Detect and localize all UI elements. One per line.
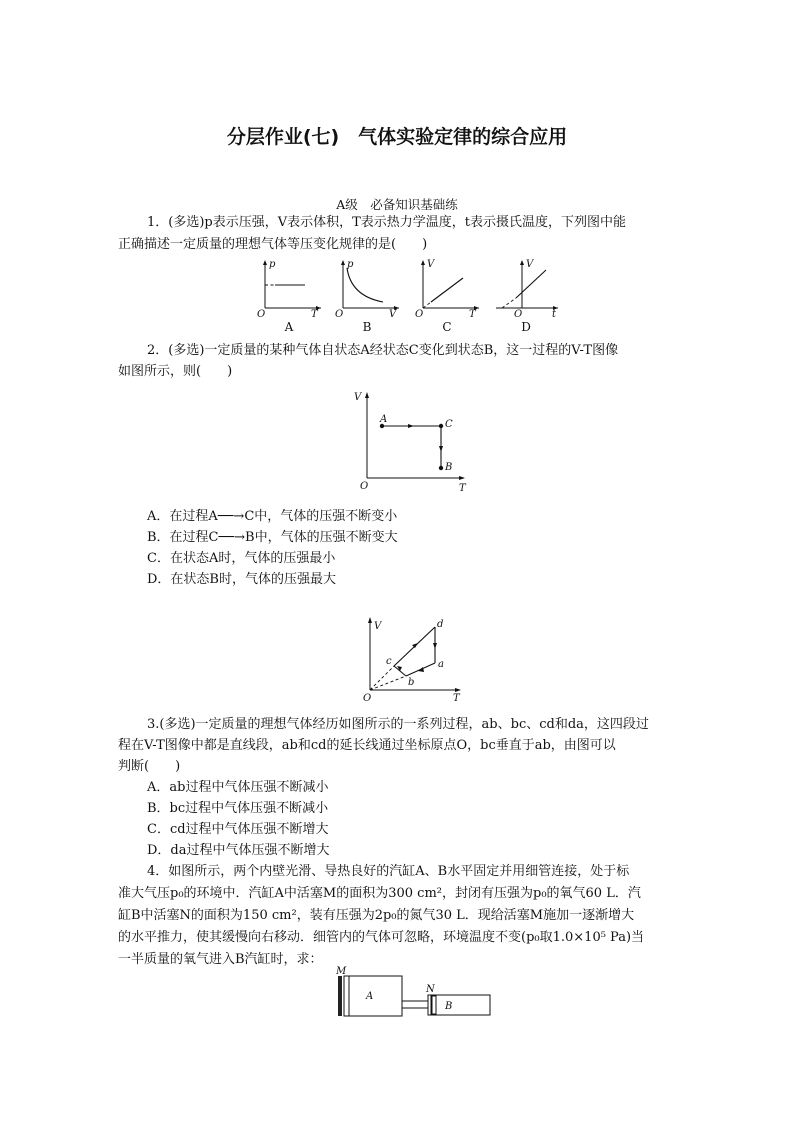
q2-option-d: D．在状态B时，气体的压强最大	[147, 572, 336, 587]
isobar-line	[516, 270, 546, 298]
label-d: d	[437, 619, 444, 630]
q3-vt-graph	[360, 615, 470, 705]
q3-line-1: 3.(多选)一定质量的理想气体经历如图所示的一系列过程，ab、bc、cd和da，这四段过	[147, 717, 649, 732]
q4-line-5: 一半质量的氧气进入B汽缸时，求：	[118, 952, 323, 967]
label-n: N	[426, 984, 435, 995]
q3-line-2: 程在V-T图像中都是直线段，ab和cd的延长线通过坐标原点O，bc垂直于ab，由图可以	[118, 738, 616, 753]
q1-label-c: C	[442, 320, 452, 334]
q3-option-a: A．ab过程中气体压强不断减小	[147, 780, 329, 795]
q1-line-2: 正确描述一定质量的理想气体等压变化规律的是( )	[118, 237, 428, 252]
q1-graph-c	[413, 258, 483, 320]
section-heading: A级 必备知识基础练	[336, 197, 458, 212]
x-axis-label: T	[311, 309, 318, 320]
arrow-a-c-icon	[408, 424, 414, 428]
y-axis-arrow-icon	[365, 392, 369, 398]
point-b	[439, 466, 443, 470]
y-axis-arrow-icon	[368, 617, 372, 623]
q2-option-b: B．在过程C──→B中，气体的压强不断变大	[147, 530, 398, 545]
label-m: M	[336, 966, 347, 977]
arrow-da-icon	[433, 643, 437, 649]
x-axis-label: T	[469, 309, 476, 320]
y-axis-arrow-icon	[263, 260, 267, 265]
q3-option-b: B．bc过程中气体压强不断减小	[147, 801, 329, 816]
q4-cylinder-diagram	[330, 966, 500, 1022]
origin-label: O	[415, 309, 424, 320]
q3-option-c: C．cd过程中气体压强不断增大	[147, 822, 329, 837]
arrow-c-b-icon	[439, 446, 443, 452]
x-axis-label: T	[459, 483, 466, 494]
cd-extension-dashed	[370, 666, 394, 690]
q4-line-3: 缸B中活塞N的面积为150 cm²，装有压强为2p₀的氮气30 L．现给活塞M施加一逐渐增大	[118, 908, 635, 923]
x-axis-arrow-icon	[459, 476, 465, 480]
q2-line-1: 2．(多选)一定质量的某种气体自状态A经状态C变化到状态B，这一过程的V-T图像	[147, 343, 619, 358]
q2-option-c: C．在状态A时，气体的压强最小	[147, 551, 336, 566]
wall-fixture	[338, 976, 342, 1016]
q1-label-d: D	[521, 320, 531, 334]
q3-option-d: D．da过程中气体压强不断增大	[147, 843, 330, 858]
x-axis-label: T	[453, 693, 460, 704]
label-b: b	[408, 677, 415, 688]
q4-line-4: 的水平推力，使其缓慢向右移动．细管内的气体可忽略，环境温度不变(p₀取1.0×10⁵ Pa)当	[118, 930, 645, 945]
origin-label: O	[360, 481, 369, 492]
q2-option-a: A．在过程A──→C中，气体的压强不断变小	[147, 509, 398, 524]
q1-line-1: 1．(多选)p表示压强，V表示体积，T表示热力学温度，t表示摄氏温度，下列图中能	[147, 215, 627, 230]
label-a: a	[438, 659, 444, 670]
q1-label-a: A	[284, 320, 294, 334]
x-axis-label: t	[552, 309, 557, 320]
origin-label: O	[363, 693, 372, 704]
x-axis-arrow-icon	[455, 688, 461, 692]
q1-graph-d	[492, 258, 562, 320]
extension-dashed-line	[423, 302, 431, 308]
y-axis-arrow-icon	[520, 260, 524, 265]
label-c: c	[386, 656, 392, 667]
y-axis-label: V	[427, 259, 435, 270]
y-axis-arrow-icon	[341, 260, 345, 265]
cylinder-a	[349, 976, 402, 1016]
label-b: B	[445, 1001, 453, 1012]
y-axis-label: V	[526, 259, 534, 270]
label-b: B	[445, 462, 453, 473]
q2-line-2: 如图所示，则( )	[118, 364, 233, 379]
cylinder-b	[428, 995, 490, 1015]
q1-label-b: B	[362, 320, 372, 334]
q4-line-1: 4．如图所示，两个内壁光滑、导热良好的汽缸A、B水平固定并用细管连接，处于标	[147, 864, 630, 879]
q1-graph-b	[333, 258, 403, 320]
arrow-ab-icon	[418, 667, 424, 672]
page-title: 分层作业(七) 气体实验定律的综合应用	[226, 126, 568, 148]
y-axis-label: V	[354, 392, 362, 403]
isobar-line	[431, 278, 463, 302]
point-c	[439, 424, 443, 428]
origin-label: O	[514, 309, 523, 320]
y-axis-arrow-icon	[421, 260, 425, 265]
origin-label: O	[335, 309, 344, 320]
q2-vt-graph	[352, 390, 472, 495]
ab-extension-dashed	[370, 676, 406, 690]
y-axis-label: p	[269, 259, 276, 270]
origin-label: O	[257, 309, 266, 320]
arrow-cd-icon	[412, 643, 418, 648]
y-axis-label: V	[374, 621, 382, 632]
q1-graph-a	[255, 258, 325, 320]
x-axis-label: V	[389, 309, 397, 320]
q4-line-2: 准大气压p₀的环境中．汽缸A中活塞M的面积为300 cm²，封闭有压强为p₀的氧气60 L．汽	[118, 886, 641, 901]
y-axis-label: p	[347, 259, 354, 270]
piston-m	[344, 976, 349, 1016]
extension-dashed-line	[502, 298, 516, 308]
label-a: A	[380, 414, 388, 425]
label-a: A	[366, 991, 374, 1002]
label-c: C	[445, 419, 453, 430]
hyperbola-curve	[347, 268, 383, 302]
q3-line-3: 判断( )	[118, 759, 181, 774]
